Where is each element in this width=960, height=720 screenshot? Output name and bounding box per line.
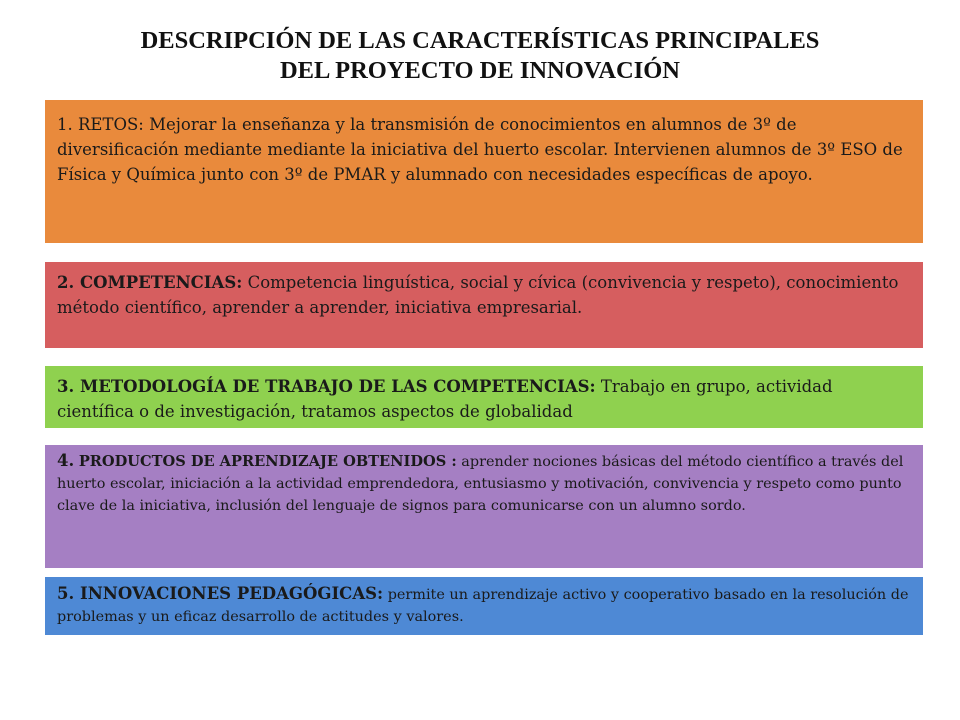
section-text: aprender nociones básicas del método científico a través del huerto escolar, iniciación a la actividad emprendedora, entusiasmo y motivación, convivencia y respeto como punto clave de la iniciativa, inclusión del lenguaje de signos para comunicarse con un alumno sordo. [57, 454, 904, 514]
section-metodologia [45, 366, 923, 428]
section-text: permite un aprendizaje activo y cooperativo basado en la resolución de problemas y un eficaz desarrollo de actitudes y valores. [57, 587, 909, 625]
section-retos [45, 100, 923, 243]
title-line-1: DESCRIPCIÓN DE LAS CARACTERÍSTICAS PRINCIPALES [140, 27, 820, 54]
section-text: Trabajo en grupo, actividad científica o de investigación, tratamos aspectos de globalidad [57, 377, 833, 421]
section-metodologia-content [57, 374, 909, 424]
section-label: COMPETENCIAS: [79, 273, 243, 292]
section-number: 5. [57, 584, 75, 603]
section-productos [45, 445, 923, 568]
section-competencias [45, 262, 923, 348]
section-innovaciones [45, 577, 923, 635]
section-number: 3. [57, 377, 75, 396]
section-number: 2. [57, 273, 75, 292]
section-text: RETOS: Mejorar la enseñanza y la transmisión de conocimientos en alumnos de 3º de diversificación mediante mediante la iniciativa del huerto escolar. Intervienen alumnos de 3º ESO de Física y Química junto con 3º de PMAR y alumnado con necesidades específicas de apoyo. [57, 115, 903, 184]
section-retos-content [57, 112, 909, 187]
section-competencias-content [57, 270, 909, 320]
section-text: Competencia linguística, social y cívica (convivencia y respeto), conocimiento método científico, aprender a aprender, iniciativa empresarial. [57, 273, 899, 317]
section-label: METODOLOGÍA DE TRABAJO DE LAS COMPETENCIAS: [79, 377, 596, 396]
title-line-2: DEL PROYECTO DE INNOVACIÓN [279, 57, 680, 84]
section-productos-content [57, 450, 909, 517]
section-number: 4. [57, 451, 75, 470]
section-label: INNOVACIONES PEDAGÓGICAS: [79, 584, 384, 603]
section-number: 1. [57, 115, 73, 134]
section-innovaciones-content [57, 583, 909, 628]
page-title [40, 26, 920, 86]
section-label: PRODUCTOS DE APRENDIZAJE OBTENIDOS : [78, 453, 457, 470]
